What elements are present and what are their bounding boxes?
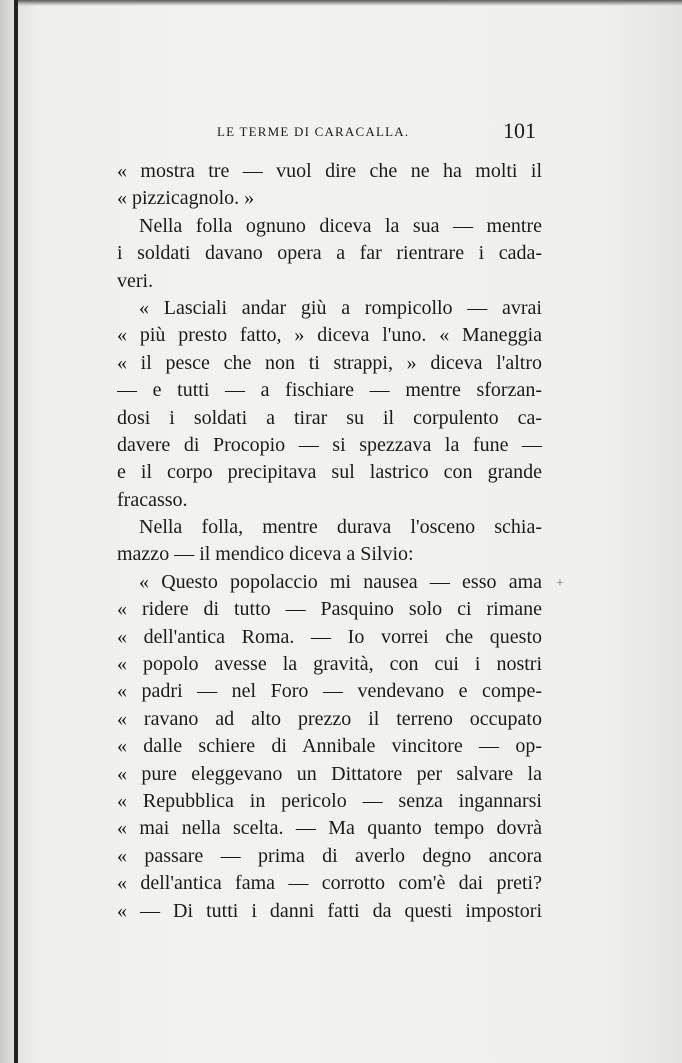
text-line: « pizzicagnolo. »	[117, 187, 255, 210]
text-line: « popolo avesse la gravità, con cui i nostri	[117, 653, 542, 676]
text-line: « ridere di tutto — Pasquino solo ci rimane	[117, 598, 542, 621]
text-line: « Questo popolaccio mi nausea — esso ama	[139, 570, 542, 593]
text-line: « dell'antica fama — corrotto com'è dai preti?	[117, 872, 542, 895]
text-line: « più presto fatto, » diceva l'uno. « Maneggia	[117, 324, 542, 347]
running-head	[117, 118, 542, 148]
text-line: fracasso.	[117, 488, 188, 511]
text-line: mazzo — il mendico diceva a Silvio:	[117, 543, 414, 566]
page-top-edge	[18, 0, 682, 6]
text-line: « mostra tre — vuol dire che ne ha molti il	[117, 160, 542, 182]
text-line: « dalle schiere di Annibale vincitore — op-	[117, 735, 542, 758]
text-line: « mai nella scelta. — Ma quanto tempo dovrà	[117, 817, 542, 840]
text-line: « Lasciali andar giù a rompicollo — avrai	[139, 296, 542, 319]
text-line: « padri — nel Foro — vendevano e compe-	[117, 680, 542, 703]
text-line: « ravano ad alto prezzo il terreno occupato	[117, 707, 542, 730]
text-line: Nella folla, mentre durava l'osceno schia-	[139, 516, 542, 539]
text-line: « il pesce che non ti strappi, » diceva l'altro	[117, 351, 542, 374]
text-line: e il corpo precipitava sul lastrico con grande	[117, 461, 542, 484]
stray-mark: +	[556, 576, 564, 591]
text-line: Nella folla ognuno diceva la sua — mentre	[139, 214, 542, 237]
text-line: veri.	[117, 269, 154, 292]
text-line: « Repubblica in pericolo — senza ingannarsi	[117, 789, 542, 812]
text-line: — e tutti — a fischiare — mentre sforzan-	[117, 379, 542, 402]
text-line: « dell'antica Roma. — Io vorrei che questo	[117, 625, 542, 648]
binding-edge	[14, 0, 18, 1063]
text-line: i soldati davano opera a far rientrare i cada-	[117, 242, 542, 265]
binding-shadow	[0, 0, 14, 1063]
text-line: dosi i soldati a tirar su il corpulento ca-	[117, 406, 542, 429]
text-line: « pure eleggevano un Dittatore per salvare la	[117, 762, 542, 785]
text-line: davere di Procopio — si spezzava la fune —	[117, 433, 542, 456]
text-line: « passare — prima di averlo degno ancora	[117, 844, 542, 867]
body-text	[117, 158, 542, 925]
running-title: LE TERME DI CARACALLA.	[217, 124, 410, 139]
text-line: « — Di tutti i danni fatti da questi impostori	[117, 899, 542, 922]
page-number: 101	[503, 118, 536, 143]
